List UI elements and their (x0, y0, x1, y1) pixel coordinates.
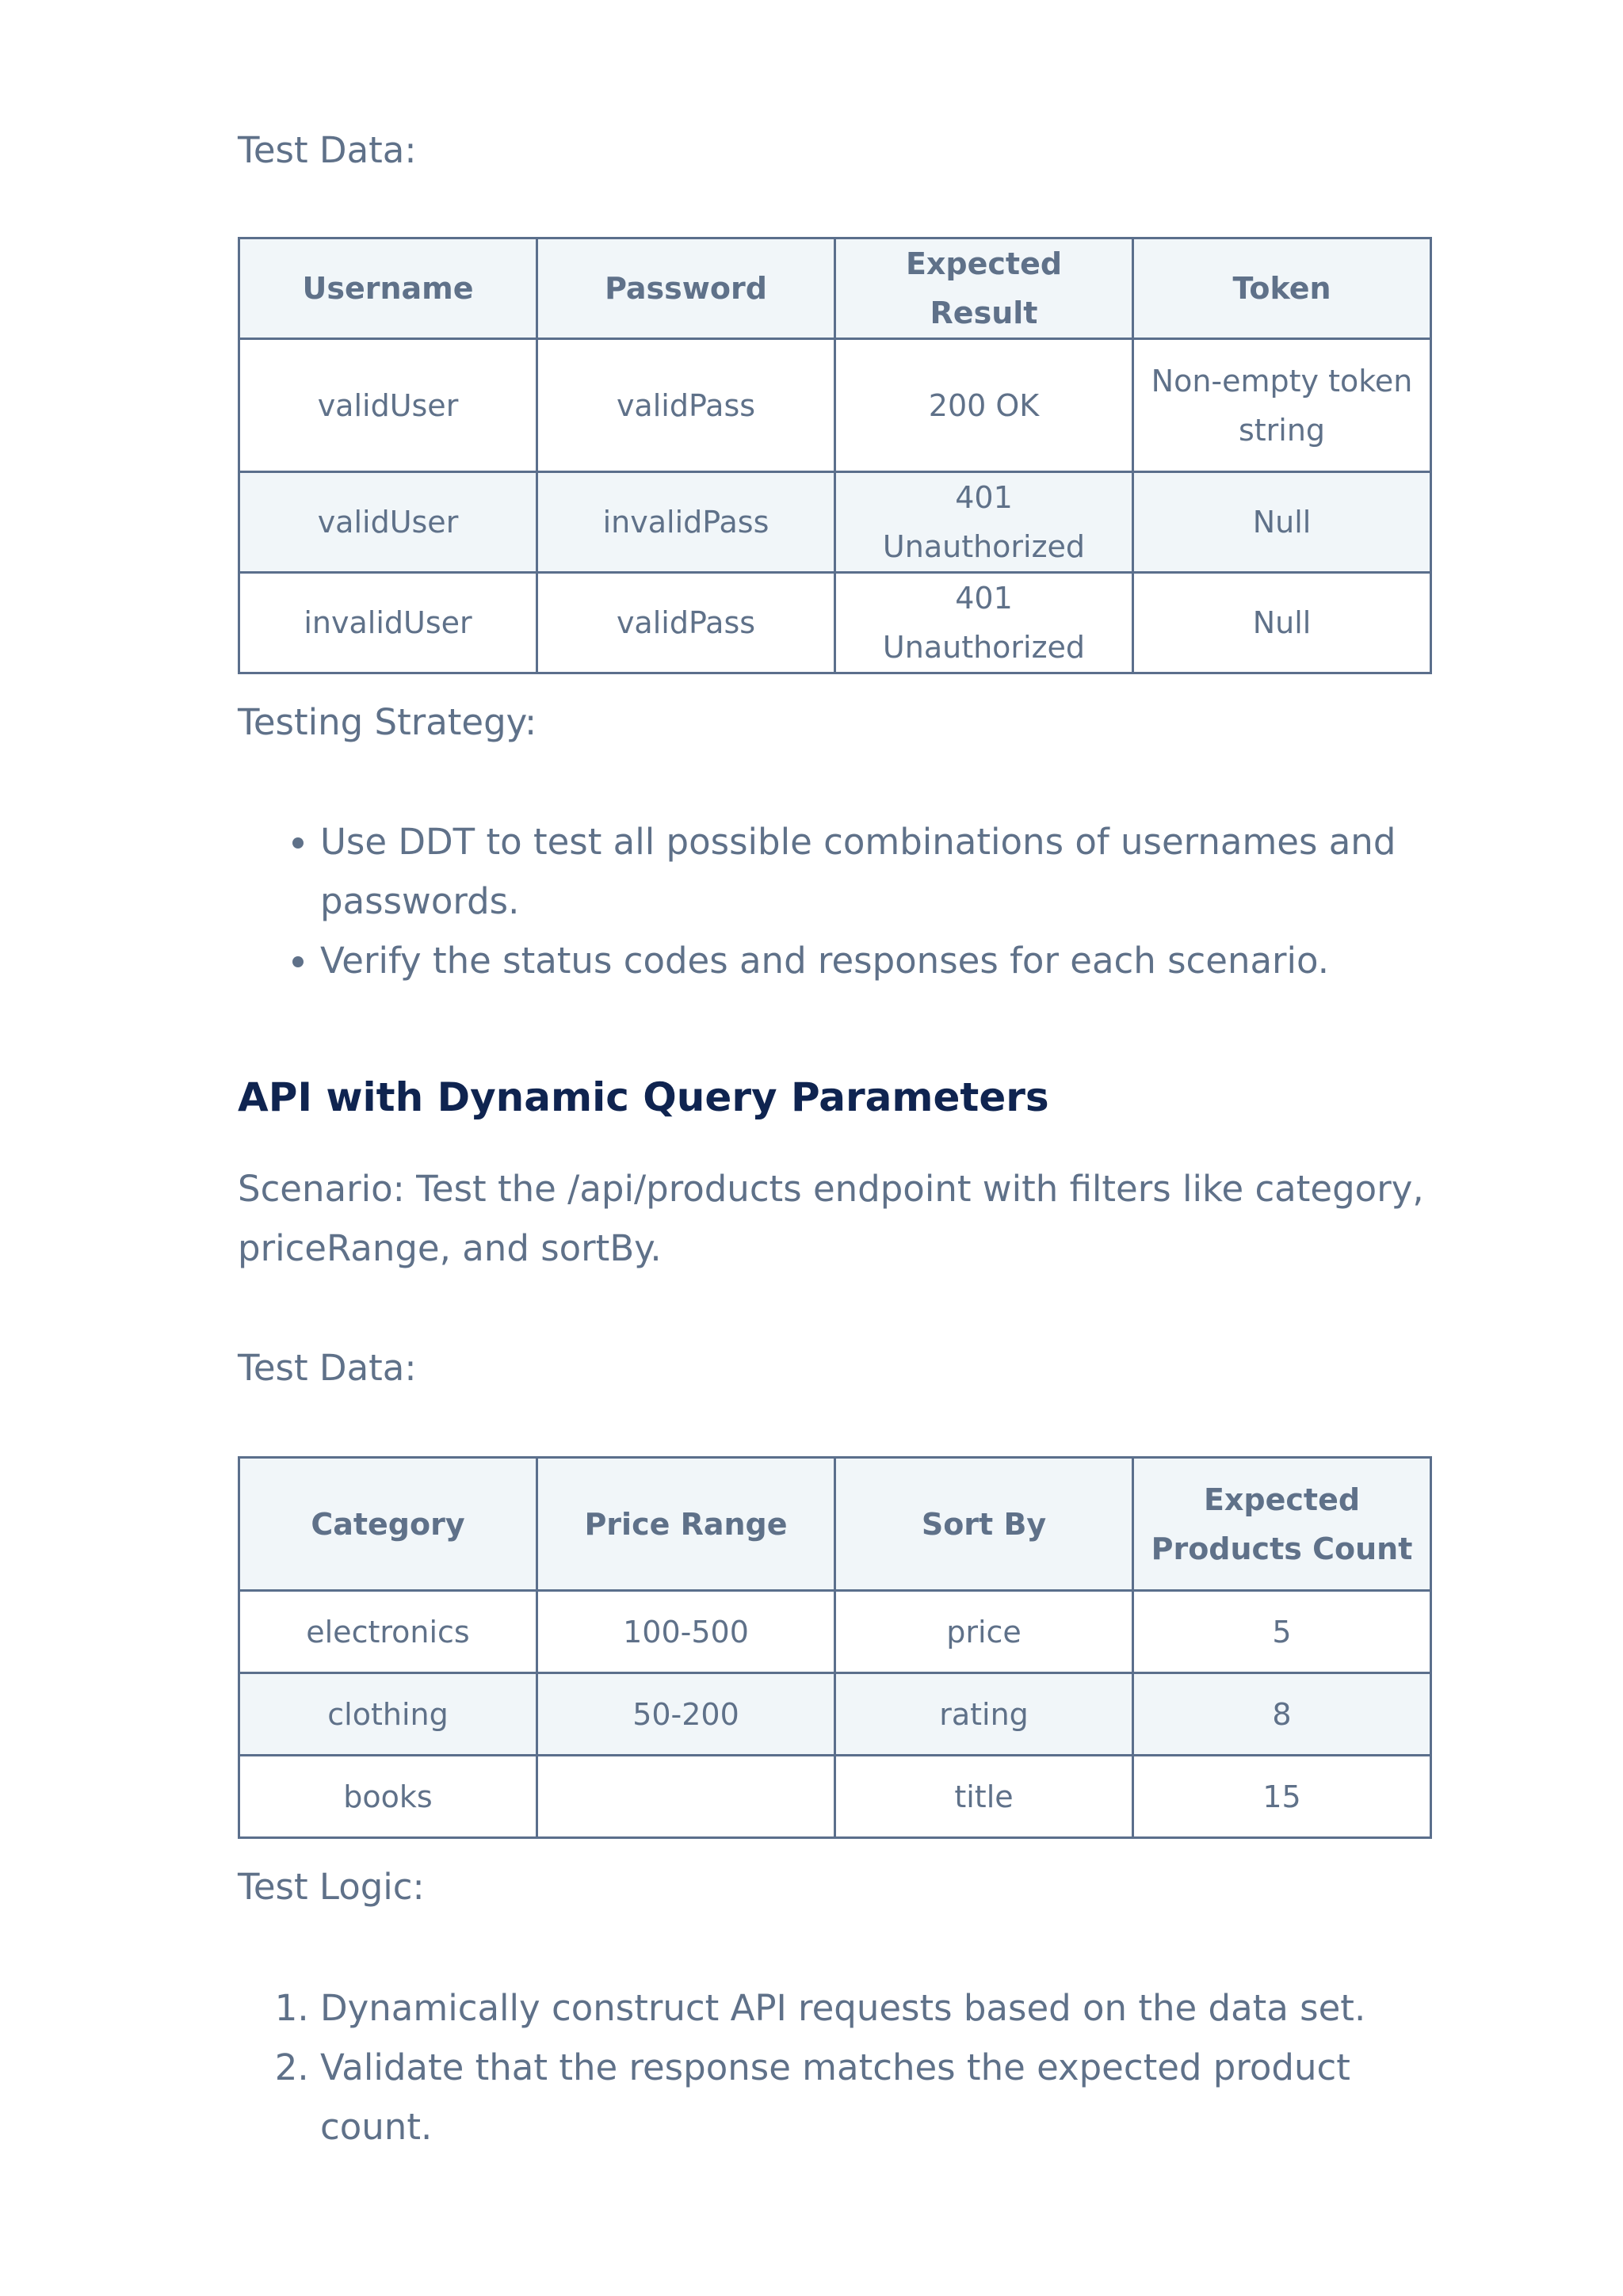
table-cell: 5 (1133, 1591, 1431, 1673)
column-header-sort-by: Sort By (835, 1458, 1133, 1591)
table-row (239, 1591, 1431, 1673)
table-header-row (239, 1458, 1431, 1591)
table-row (239, 573, 1431, 673)
table-cell: validUser (239, 339, 537, 472)
table-cell: 8 (1133, 1673, 1431, 1756)
column-header-token: Token (1133, 238, 1431, 339)
table-cell: 200 OK (835, 339, 1133, 472)
table-cell: Non-empty token string (1133, 339, 1431, 472)
table-cell: invalidPass (537, 472, 835, 573)
table-cell: books (239, 1756, 537, 1838)
table-cell: 50-200 (537, 1673, 835, 1756)
table-cell: title (835, 1756, 1133, 1838)
document-content (238, 120, 1430, 2157)
table-cell: clothing (239, 1673, 537, 1756)
list-item: • Use DDT to test all possible combinations of usernames and passwords. (320, 812, 1430, 931)
strategy-list (238, 812, 1430, 990)
table-cell: 401 Unauthorized (835, 472, 1133, 573)
table-cell: electronics (239, 1591, 537, 1673)
products-test-data-table (238, 1456, 1432, 1839)
table-cell: validPass (537, 573, 835, 673)
list-item: • Verify the status codes and responses for each scenario. (320, 931, 1430, 990)
table-row (239, 1673, 1431, 1756)
login-test-data-table (238, 237, 1432, 674)
table-header-row (239, 238, 1431, 339)
table-row (239, 1756, 1431, 1838)
column-header-username: Username (239, 238, 537, 339)
table-cell: rating (835, 1673, 1133, 1756)
column-header-expected-products-count: Expected Products Count (1133, 1458, 1431, 1591)
list-item: 2. Validate that the response matches the expected product count. (320, 2038, 1430, 2157)
scenario-paragraph: Scenario: Test the /api/products endpoint with filters like category, priceRange, and sortBy. (238, 1168, 1424, 1269)
table-cell: validUser (239, 472, 537, 573)
table-cell: 401 Unauthorized (835, 573, 1133, 673)
table-cell: price (835, 1591, 1133, 1673)
table-cell (537, 1756, 835, 1838)
column-header-password: Password (537, 238, 835, 339)
testing-strategy-label: Testing Strategy: (238, 701, 537, 743)
column-header-price-range: Price Range (537, 1458, 835, 1591)
test-data-label: Test Data: (238, 1347, 417, 1389)
table-cell: Null (1133, 573, 1431, 673)
table-cell: invalidUser (239, 573, 537, 673)
table-row (239, 472, 1431, 573)
test-logic-list (238, 1978, 1430, 2157)
table-cell: 100-500 (537, 1591, 835, 1673)
test-logic-label: Test Logic: (238, 1866, 425, 1908)
test-data-label: Test Data: (238, 129, 417, 171)
table-cell: validPass (537, 339, 835, 472)
table-cell: Null (1133, 472, 1431, 573)
list-item: 1. Dynamically construct API requests based on the data set. (320, 1978, 1430, 2038)
table-cell: 15 (1133, 1756, 1431, 1838)
section-heading: API with Dynamic Query Parameters (238, 1074, 1049, 1120)
column-header-expected-result: Expected Result (835, 238, 1133, 339)
column-header-category: Category (239, 1458, 537, 1591)
table-row (239, 339, 1431, 472)
